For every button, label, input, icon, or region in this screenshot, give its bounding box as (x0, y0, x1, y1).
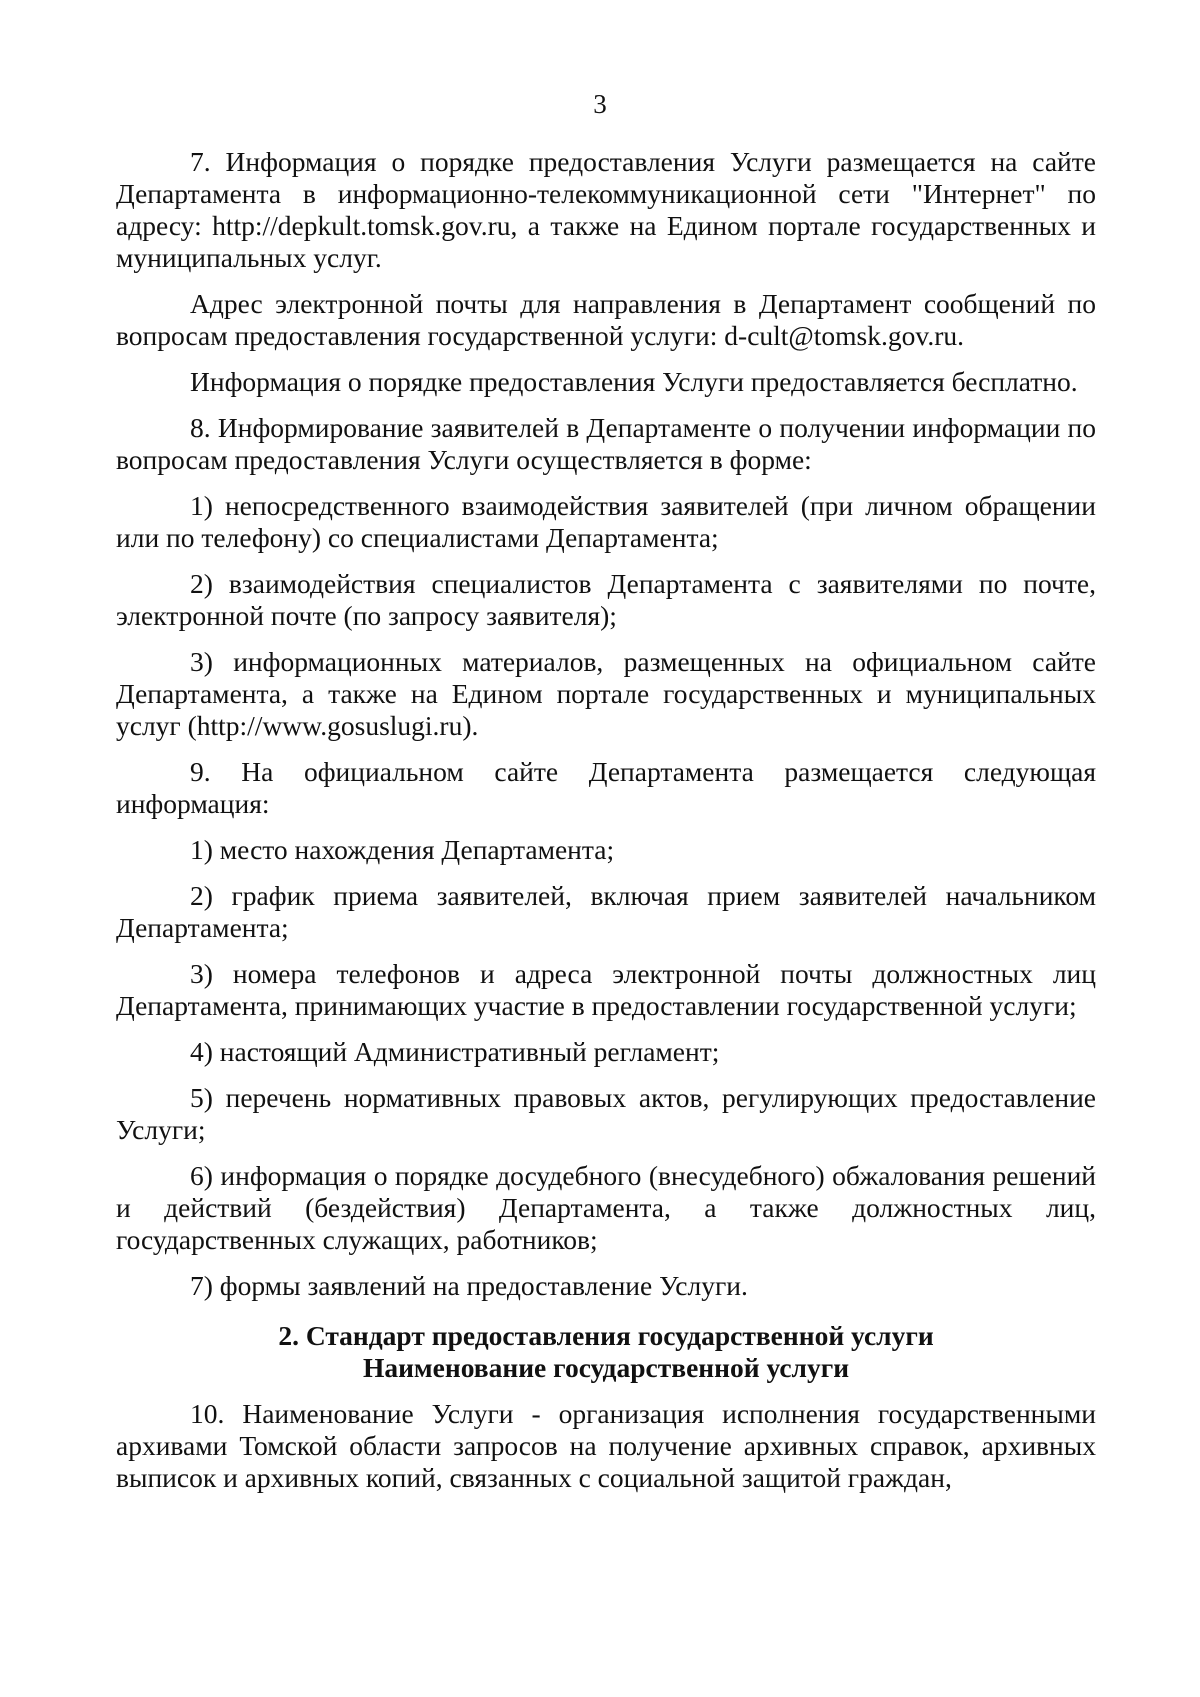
list-item-8-3: 3) информационных материалов, размещенных на официальном сайте Департамента, а также на Едином портале государственных и муниципальных услуг (http://www.gosuslugi.ru). (116, 646, 1096, 741)
list-item-9-6: 6) информация о порядке досудебного (внесудебного) обжалования решений и действий (бездействия) Департамента, а также должностных лиц, государственных служащих, работников; (116, 1160, 1096, 1255)
section-heading-line-2: Наименование государственной услуги (362, 1352, 850, 1383)
list-item-9-7: 7) формы заявлений на предоставление Услуги. (190, 1270, 748, 1301)
list-item-9-1: 1) место нахождения Департамента; (190, 834, 615, 865)
paragraph-10-service-name: 10. Наименование Услуги - организация исполнения государственными архивами Томской области запросов на получение архивных справок, архивных выписок и архивных копий, связанных с социальной защитой граждан, (116, 1398, 1096, 1493)
document-body (116, 146, 1096, 1508)
paragraph-7-info-placement: 7. Информация о порядке предоставления Услуги размещается на сайте Департамента в информационно-телекоммуникационной сети "Интернет" по адресу: http://depkult.tomsk.gov.ru, а также на Едином портале государственных и муниципальных услуг. (116, 146, 1096, 273)
paragraph-email-address: Адрес электронной почты для направления в Департамент сообщений по вопросам предоставления государственной услуги: d-cult@tomsk.gov.ru. (116, 288, 1096, 351)
list-item-8-2: 2) взаимодействия специалистов Департамента с заявителями по почте, электронной почте (по запросу заявителя); (116, 568, 1096, 631)
list-item-9-3: 3) номера телефонов и адреса электронной почты должностных лиц Департамента, принимающих участие в предоставлении государственной услуги; (116, 958, 1096, 1021)
page-number: 3 (593, 89, 607, 119)
paragraph-9-site-info: 9. На официальном сайте Департамента размещается следующая информация: (116, 756, 1096, 819)
section-heading (116, 1320, 1096, 1384)
list-item-9-4: 4) настоящий Административный регламент; (190, 1036, 720, 1067)
list-item-9-2: 2) график приема заявителей, включая прием заявителей начальником Департамента; (116, 880, 1096, 943)
list-item-8-1: 1) непосредственного взаимодействия заявителей (при личном обращении или по телефону) со специалистами Департамента; (116, 490, 1096, 553)
list-item-9-5: 5) перечень нормативных правовых актов, регулирующих предоставление Услуги; (116, 1082, 1096, 1145)
paragraph-8-informing: 8. Информирование заявителей в Департаменте о получении информации по вопросам предоставления Услуги осуществляется в форме: (116, 412, 1096, 475)
paragraph-free-info: Информация о порядке предоставления Услуги предоставляется бесплатно. (190, 366, 1078, 397)
section-heading-line-1: 2. Стандарт предоставления государственной услуги (278, 1320, 934, 1351)
